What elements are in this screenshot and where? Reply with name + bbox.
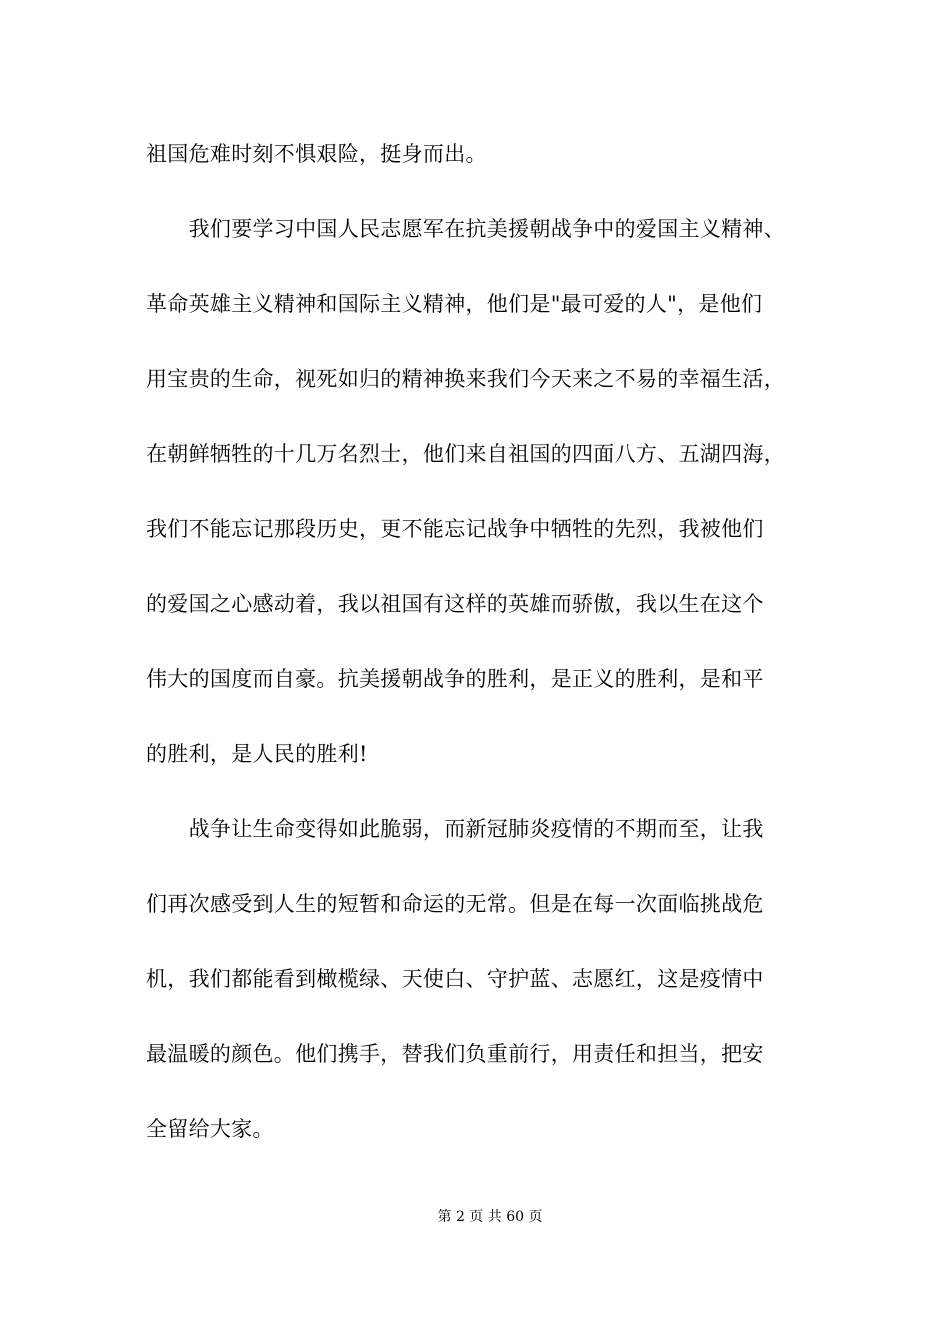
text-line: 在朝鲜牺牲的十几万名烈士，他们来自祖国的四面八方、五湖四海，	[146, 442, 785, 466]
text-line: 们再次感受到人生的短暂和命运的无常。但是在每一次面临挑战危	[146, 892, 764, 916]
text-line: 战争让生命变得如此脆弱，而新冠肺炎疫情的不期而至，让我	[146, 817, 764, 841]
page-number-footer: 第 2 页 共 60 页	[437, 1209, 543, 1225]
text-line: 伟大的国度而自豪。抗美援朝战争的胜利，是正义的胜利，是和平	[146, 667, 764, 691]
text-line: 我们不能忘记那段历史，更不能忘记战争中牺牲的先烈，我被他们	[146, 517, 764, 541]
text-line: 用宝贵的生命，视死如归的精神换来我们今天来之不易的幸福生活，	[146, 367, 785, 391]
text-line: 革命英雄主义精神和国际主义精神，他们是"最可爱的人"，是他们	[146, 292, 763, 316]
text-line: 最温暖的颜色。他们携手，替我们负重前行，用责任和担当，把安	[146, 1042, 764, 1066]
text-line: 全留给大家。	[146, 1117, 274, 1141]
text-line: 的爱国之心感动着，我以祖国有这样的英雄而骄傲，我以生在这个	[146, 592, 764, 616]
text-line: 我们要学习中国人民志愿军在抗美援朝战争中的爱国主义精神、	[146, 217, 785, 241]
text-line: 机，我们都能看到橄榄绿、天使白、守护蓝、志愿红，这是疫情中	[146, 967, 764, 991]
text-line: 的胜利，是人民的胜利!	[146, 742, 368, 766]
text-line: 祖国危难时刻不惧艰险，挺身而出。	[146, 142, 487, 166]
